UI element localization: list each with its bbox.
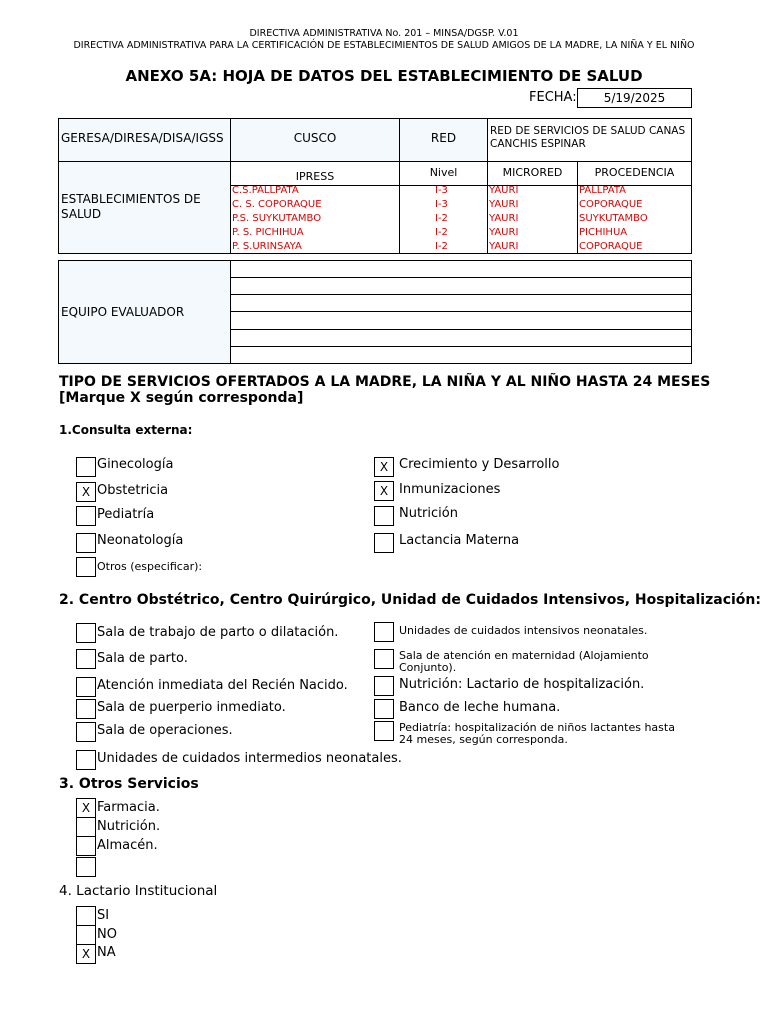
nivel-value: I-2 bbox=[435, 213, 448, 224]
ipress-value: P. S. PICHIHUA bbox=[232, 227, 304, 238]
label-atencion-rn: Atención inmediata del Recién Nacido. bbox=[97, 678, 348, 693]
label-ginecologia: Ginecología bbox=[97, 457, 174, 472]
microred-value: YAURI bbox=[489, 199, 519, 210]
label-cuidados-intermedios: Unidades de cuidados intermedios neonatales. bbox=[97, 751, 402, 766]
procedencia-value: PALLPATA bbox=[579, 185, 627, 196]
checkbox-cuidados-intensivos[interactable] bbox=[374, 622, 394, 642]
evaluator-field[interactable] bbox=[230, 311, 692, 330]
label-lactario-hospitalizacion: Nutrición: Lactario de hospitalización. bbox=[399, 677, 645, 692]
checkbox-lactancia[interactable] bbox=[374, 533, 394, 553]
label-pediatria: Pediatría bbox=[97, 507, 155, 522]
label-sala-operaciones: Sala de operaciones. bbox=[97, 723, 233, 738]
checkbox-banco-leche[interactable] bbox=[374, 699, 394, 719]
checkbox-obstetricia[interactable]: X bbox=[76, 482, 96, 502]
directive-line-1: DIRECTIVA ADMINISTRATIVA No. 201 – MINSA/DGSP. V.01 bbox=[249, 28, 519, 39]
checkbox-cuidados-intermedios[interactable] bbox=[76, 750, 96, 770]
microred-value: YAURI bbox=[489, 185, 519, 196]
col-procedencia: PROCEDENCIA bbox=[577, 161, 692, 186]
ipress-value: P.S. SUYKUTAMBO bbox=[232, 213, 322, 224]
label-na: NA bbox=[97, 945, 116, 960]
checkbox-otros[interactable] bbox=[76, 557, 96, 577]
services-instruction: [Marque X según corresponda] bbox=[59, 390, 304, 406]
checkbox-puerperio[interactable] bbox=[76, 699, 96, 719]
evaluator-field[interactable] bbox=[230, 277, 692, 295]
label-obstetricia: Obstetricia bbox=[97, 483, 169, 498]
procedencia-value: COPORAQUE bbox=[579, 241, 643, 252]
checkbox-neonatologia[interactable] bbox=[76, 533, 96, 553]
checkbox-ginecologia[interactable] bbox=[76, 457, 96, 477]
checkbox-lactario-hospitalizacion[interactable] bbox=[374, 676, 394, 696]
ipress-value: C.S.PALLPATA bbox=[232, 185, 299, 196]
checkbox-na[interactable]: X bbox=[76, 944, 96, 964]
nivel-value: I-3 bbox=[435, 185, 448, 196]
label-alojamiento-conjunto: Sala de atención en maternidad (Alojamiento Conjunto). bbox=[399, 649, 649, 674]
label-crecimiento: Crecimiento y Desarrollo bbox=[399, 457, 560, 472]
checkbox-crecimiento[interactable]: X bbox=[374, 457, 394, 477]
microred-value: YAURI bbox=[489, 213, 519, 224]
label-si: SI bbox=[97, 908, 110, 923]
fecha-field[interactable]: 5/19/2025 bbox=[577, 88, 692, 108]
geresa-label: GERESA/DIRESA/DISA/IGSS bbox=[58, 118, 231, 162]
section-2-title: 2. Centro Obstétrico, Centro Quirúrgico, Unidad de Cuidados Intensivos, Hospitalización: bbox=[59, 592, 761, 608]
checkbox-sala-trabajo-parto[interactable] bbox=[76, 623, 96, 643]
procedencia-value: SUYKUTAMBO bbox=[579, 213, 648, 224]
label-farmacia: Farmacia. bbox=[97, 800, 160, 815]
col-microred: MICRORED bbox=[487, 161, 578, 186]
evaluator-field[interactable] bbox=[230, 260, 692, 278]
checkbox-no[interactable] bbox=[76, 925, 96, 945]
checkbox-almacen[interactable] bbox=[76, 836, 96, 856]
checkbox-alojamiento-conjunto[interactable] bbox=[374, 649, 394, 669]
label-puerperio: Sala de puerperio inmediato. bbox=[97, 700, 286, 715]
page-title: ANEXO 5A: HOJA DE DATOS DEL ESTABLECIMIENTO DE SALUD bbox=[125, 67, 643, 85]
label-nutricion: Nutrición bbox=[399, 506, 458, 521]
nivel-value: I-2 bbox=[435, 241, 448, 252]
label-sala-trabajo-parto: Sala de trabajo de parto o dilatación. bbox=[97, 625, 339, 640]
checkbox-atencion-rn[interactable] bbox=[76, 677, 96, 697]
nivel-value: I-3 bbox=[435, 199, 448, 210]
checkbox-sala-operaciones[interactable] bbox=[76, 722, 96, 742]
equipo-evaluador-label: EQUIPO EVALUADOR bbox=[58, 260, 231, 364]
evaluator-field[interactable] bbox=[230, 294, 692, 312]
label-almacen: Almacén. bbox=[97, 838, 158, 853]
checkbox-pediatria[interactable] bbox=[76, 506, 96, 526]
red-label: RED bbox=[399, 118, 488, 162]
section-4-title: 4. Lactario Institucional bbox=[59, 883, 218, 899]
section-1-title: 1.Consulta externa: bbox=[59, 423, 193, 437]
fecha-label: FECHA: bbox=[529, 90, 577, 105]
checkbox-otro-servicio[interactable] bbox=[76, 857, 96, 877]
label-cuidados-intensivos: Unidades de cuidados intensivos neonatales. bbox=[399, 624, 648, 637]
label-otros: Otros (especificar): bbox=[97, 560, 203, 573]
nivel-value: I-2 bbox=[435, 227, 448, 238]
ipress-value: P. S.URINSAYA bbox=[232, 241, 302, 252]
label-neonatologia: Neonatología bbox=[97, 533, 184, 548]
checkbox-si[interactable] bbox=[76, 906, 96, 926]
microred-value: YAURI bbox=[489, 227, 519, 238]
label-no: NO bbox=[97, 927, 117, 942]
ipress-value: C. S. COPORAQUE bbox=[232, 199, 322, 210]
microred-value: YAURI bbox=[489, 241, 519, 252]
label-banco-leche: Banco de leche humana. bbox=[399, 700, 561, 715]
section-3-title: 3. Otros Servicios bbox=[59, 776, 199, 792]
checkbox-sala-parto[interactable] bbox=[76, 649, 96, 669]
col-ipress: IPRESS bbox=[230, 161, 400, 186]
evaluator-field[interactable] bbox=[230, 329, 692, 347]
procedencia-value: PICHIHUA bbox=[579, 227, 628, 238]
checkbox-nutricion-otros[interactable] bbox=[76, 817, 96, 837]
label-nutricion-otros: Nutrición. bbox=[97, 819, 161, 834]
label-pediatria-hospitalizacion: Pediatría: hospitalización de niños lactantes hasta 24 meses, según corresponda. bbox=[399, 721, 675, 746]
services-heading: TIPO DE SERVICIOS OFERTADOS A LA MADRE, LA NIÑA Y AL NIÑO HASTA 24 MESES bbox=[59, 374, 711, 390]
geresa-value: CUSCO bbox=[230, 118, 400, 162]
col-nivel: Nivel bbox=[399, 161, 488, 186]
establecimientos-label: ESTABLECIMIENTOS DE SALUD bbox=[58, 161, 231, 254]
label-lactancia: Lactancia Materna bbox=[399, 533, 520, 548]
label-inmunizaciones: Inmunizaciones bbox=[399, 482, 501, 497]
checkbox-farmacia[interactable]: X bbox=[76, 798, 96, 818]
label-sala-parto: Sala de parto. bbox=[97, 651, 188, 666]
directive-line-2: DIRECTIVA ADMINISTRATIVA PARA LA CERTIFICACIÓN DE ESTABLECIMIENTOS DE SALUD AMIGOS DE LA MADRE, LA NIÑA Y EL NIÑO bbox=[73, 40, 695, 51]
evaluator-field[interactable] bbox=[230, 346, 692, 364]
checkbox-nutricion[interactable] bbox=[374, 506, 394, 526]
red-value: RED DE SERVICIOS DE SALUD CANAS CANCHIS ESPINAR bbox=[487, 118, 692, 162]
procedencia-value: COPORAQUE bbox=[579, 199, 643, 210]
checkbox-pediatria-hospitalizacion[interactable] bbox=[374, 721, 394, 741]
checkbox-inmunizaciones[interactable]: X bbox=[374, 481, 394, 501]
